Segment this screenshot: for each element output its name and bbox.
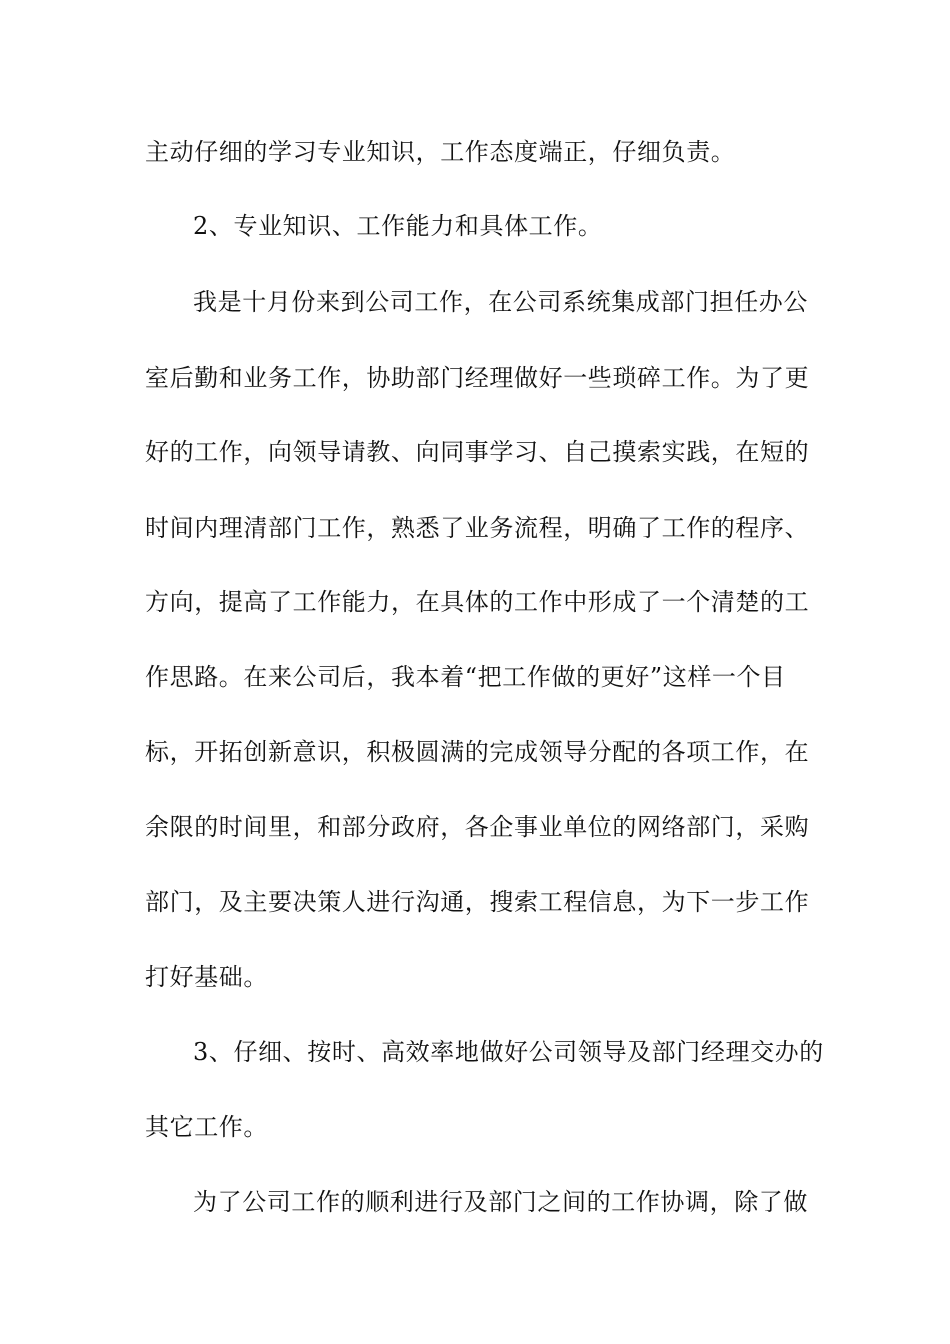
text-line: 作思路。在来公司后，我本着“把工作做的更好”这样一个目 (145, 663, 786, 691)
text-line: 我是十月份来到公司工作，在公司系统集成部门担任办公 (193, 288, 808, 316)
text-line: 余限的时间里，和部分政府，各企事业单位的网络部门，采购 (145, 813, 810, 841)
text-line: 为了公司工作的顺利进行及部门之间的工作协调，除了做 (193, 1188, 808, 1216)
text-line: 室后勤和业务工作，协助部门经理做好一些琐碎工作。为了更 (145, 364, 810, 392)
text-line: 标，开拓创新意识，积极圆满的完成领导分配的各项工作，在 (145, 738, 810, 766)
section-heading: 3、仔细、按时、高效率地做好公司领导及部门经理交办的 (193, 1038, 824, 1066)
text-line: 时间内理清部门工作，熟悉了业务流程，明确了工作的程序、 (145, 514, 810, 542)
section-heading: 2、专业知识、工作能力和具体工作。 (193, 212, 603, 240)
text-line: 方向，提高了工作能力，在具体的工作中形成了一个清楚的工 (145, 588, 810, 616)
text-line: 其它工作。 (145, 1113, 268, 1141)
text-line: 部门，及主要决策人进行沟通，搜索工程信息，为下一步工作 (145, 888, 810, 916)
text-line: 打好基础。 (145, 963, 268, 991)
text-line: 主动仔细的学习专业知识，工作态度端正，仔细负责。 (145, 138, 736, 166)
text-line: 好的工作，向领导请教、向同事学习、自己摸索实践，在短的 (145, 438, 810, 466)
